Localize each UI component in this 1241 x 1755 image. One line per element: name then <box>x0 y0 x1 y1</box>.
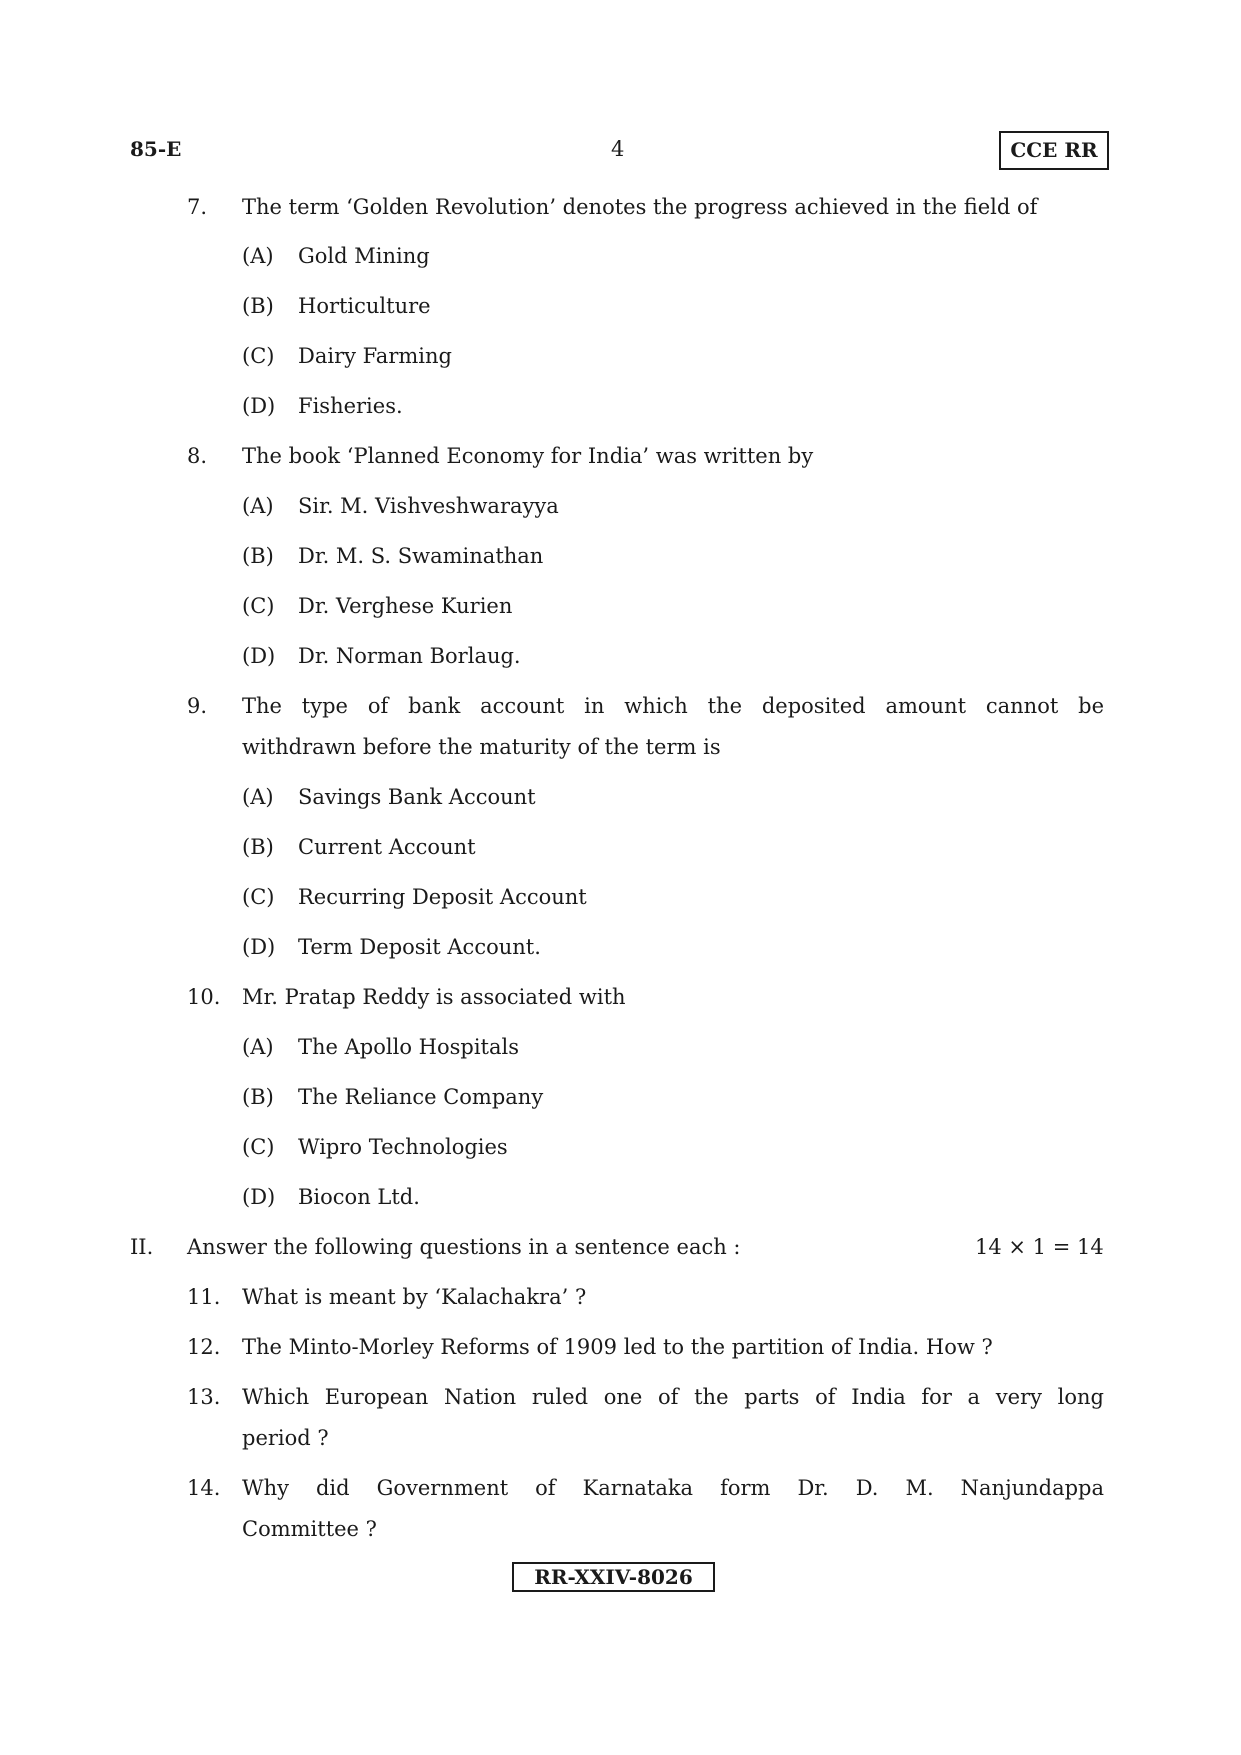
option-text: Horticulture <box>298 294 431 318</box>
option-label: (C) <box>242 344 275 368</box>
option-label: (D) <box>242 644 276 668</box>
option-text: Gold Mining <box>298 244 430 268</box>
option-text: Dr. Verghese Kurien <box>298 594 513 618</box>
question-text-12: The Minto-Morley Reforms of 1909 led to the partition of India. How ? <box>242 1335 993 1359</box>
option-text: Sir. M. Vishveshwarayya <box>298 494 559 518</box>
page-number: 4 <box>611 137 625 161</box>
question-text-14-line1: Why did Government of Karnataka form Dr. D. M. Nanjundappa <box>242 1476 1104 1500</box>
section-marks: 14 × 1 = 14 <box>975 1235 1104 1259</box>
question-text-11: What is meant by ‘Kalachakra’ ? <box>242 1285 587 1309</box>
section-number: II. <box>130 1235 154 1259</box>
option-text: Fisheries. <box>298 394 403 418</box>
footer-code-box: RR-XXIV-8026 <box>512 1562 715 1592</box>
option-text: The Apollo Hospitals <box>298 1035 519 1059</box>
option-text: Wipro Technologies <box>298 1135 508 1159</box>
option-text: Dairy Farming <box>298 344 452 368</box>
question-text-10: Mr. Pratap Reddy is associated with <box>242 985 626 1009</box>
option-label: (C) <box>242 594 275 618</box>
question-number-14: 14. <box>187 1476 221 1500</box>
question-number-7: 7. <box>187 195 208 219</box>
question-number-11: 11. <box>187 1285 221 1309</box>
question-text-13-line1: Which European Nation ruled one of the parts of India for a very long <box>242 1385 1104 1409</box>
option-text: Current Account <box>298 835 476 859</box>
question-text-8: The book ‘Planned Economy for India’ was written by <box>242 444 814 468</box>
option-label: (A) <box>242 494 274 518</box>
section-instruction: Answer the following questions in a sentence each : <box>187 1235 741 1259</box>
option-label: (B) <box>242 544 274 568</box>
question-number-9: 9. <box>187 694 208 718</box>
paper-code: 85-E <box>130 137 182 161</box>
option-label: (A) <box>242 244 274 268</box>
question-number-13: 13. <box>187 1385 221 1409</box>
option-label: (D) <box>242 935 276 959</box>
option-label: (C) <box>242 885 275 909</box>
option-label: (B) <box>242 294 274 318</box>
option-text: Term Deposit Account. <box>298 935 541 959</box>
option-text: Dr. M. S. Swaminathan <box>298 544 544 568</box>
question-text-7: The term ‘Golden Revolution’ denotes the progress achieved in the field of <box>242 195 1038 219</box>
question-number-12: 12. <box>187 1335 221 1359</box>
question-number-10: 10. <box>187 985 221 1009</box>
option-text: Savings Bank Account <box>298 785 536 809</box>
question-text-13-line2: period ? <box>242 1426 329 1450</box>
option-label: (B) <box>242 1085 274 1109</box>
option-label: (D) <box>242 394 276 418</box>
option-label: (A) <box>242 785 274 809</box>
option-text: Dr. Norman Borlaug. <box>298 644 521 668</box>
option-text: The Reliance Company <box>298 1085 544 1109</box>
option-text: Biocon Ltd. <box>298 1185 420 1209</box>
option-label: (C) <box>242 1135 275 1159</box>
option-label: (D) <box>242 1185 276 1209</box>
option-label: (A) <box>242 1035 274 1059</box>
series-box: CCE RR <box>999 131 1109 170</box>
option-text: Recurring Deposit Account <box>298 885 587 909</box>
question-number-8: 8. <box>187 444 208 468</box>
question-text-9-line1: The type of bank account in which the deposited amount cannot be <box>242 694 1104 718</box>
question-text-9-line2: withdrawn before the maturity of the term is <box>242 735 721 759</box>
option-label: (B) <box>242 835 274 859</box>
question-text-14-line2: Committee ? <box>242 1517 377 1541</box>
